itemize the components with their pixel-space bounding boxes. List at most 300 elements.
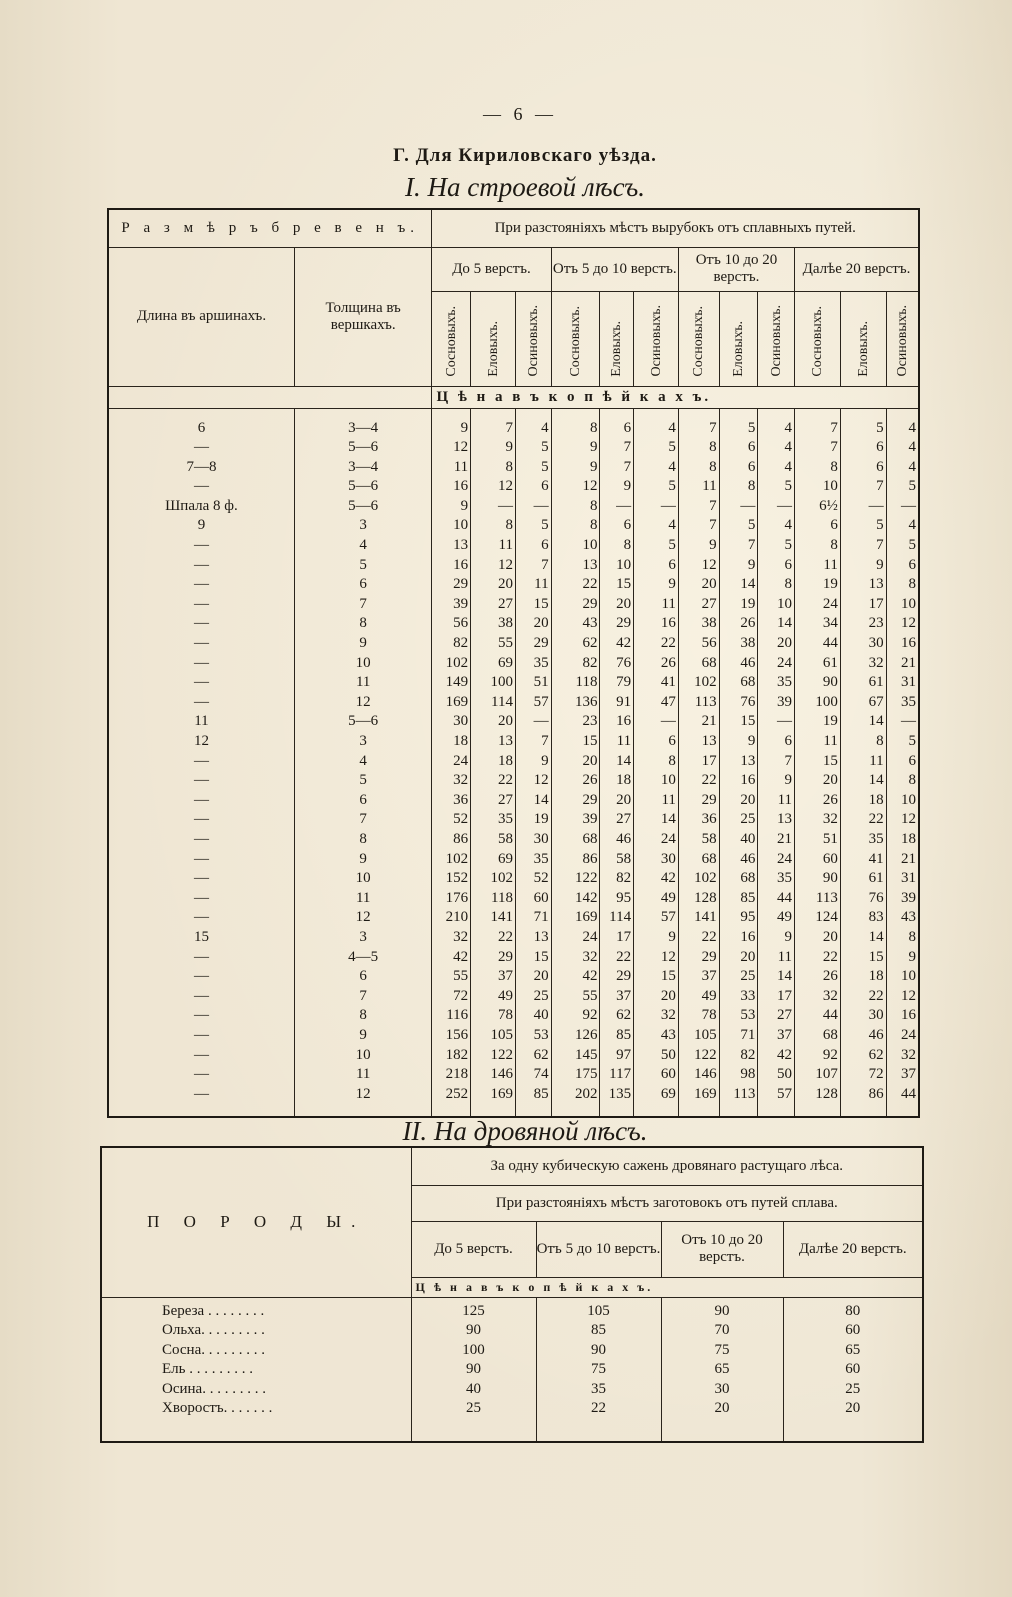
price-cell: 68: [701, 654, 717, 671]
thickness-cell: 3: [359, 928, 367, 945]
price-cell: 16: [453, 478, 469, 495]
price-cell: 36: [453, 791, 469, 808]
thickness-cell: 10: [355, 1046, 371, 1063]
price-cell: 30: [714, 1380, 730, 1397]
price-cell: 8: [709, 439, 717, 456]
group-header: Отъ 5 до 10 верстъ.: [536, 1221, 661, 1277]
price-cell: 61: [868, 870, 884, 887]
price-cell: 169: [490, 1085, 513, 1102]
price-cell: 7: [830, 439, 838, 456]
price-cell: 22: [591, 1400, 606, 1416]
length-cell: —: [193, 674, 209, 691]
price-cell: 53: [740, 1007, 756, 1024]
price-cell: 9: [589, 439, 598, 456]
price-cell: 169: [574, 909, 598, 926]
species-header: [471, 291, 516, 386]
price-cell: 62: [533, 1046, 549, 1063]
price-cell: 102: [694, 674, 717, 691]
price-cell: 11: [661, 595, 676, 612]
price-cell: 102: [445, 850, 469, 867]
species-column-header: П О Р О Д Ы.: [101, 1147, 411, 1297]
price-cell: 9: [784, 928, 793, 945]
price-cell: 12: [901, 811, 916, 828]
price-cell: 30: [660, 850, 676, 867]
price-cell: 29: [582, 595, 598, 612]
price-cell: 17: [616, 928, 632, 945]
price-unit-header: Ц ѣ н а в ъ к о п ѣ й к а х ъ.: [411, 1277, 923, 1297]
price-cell: 90: [714, 1302, 730, 1319]
price-cell: 9: [668, 928, 676, 945]
price-cell: 29: [616, 615, 632, 632]
price-column: [795, 408, 841, 1117]
length-cell: —: [193, 948, 209, 965]
price-cell: 6: [876, 458, 884, 475]
distance-header: При разстояніяхъ мѣстъ вырубокъ отъ сплавныхъ путей.: [432, 209, 919, 247]
species-name-cell: Ель . . . . . . . . .: [162, 1361, 253, 1377]
price-cell: 117: [609, 1066, 632, 1083]
price-cell: 37: [777, 1026, 793, 1043]
species-label: Сосновыхъ.: [691, 305, 707, 377]
length-cell: —: [193, 654, 209, 671]
price-cell: 92: [822, 1046, 838, 1063]
price-cell: 79: [616, 674, 632, 691]
price-cell: 60: [533, 889, 549, 906]
price-cell: 46: [740, 850, 756, 867]
price-cell: 20: [660, 987, 676, 1004]
price-cell: 51: [822, 830, 838, 847]
price-cell: 8: [830, 537, 838, 554]
price-cell: 32: [453, 928, 469, 945]
price-cell: 176: [445, 889, 469, 906]
price-cell: 4: [784, 458, 793, 475]
price-cell: 39: [453, 595, 469, 612]
price-column: [536, 1297, 661, 1442]
price-cell: 8: [908, 772, 916, 789]
price-cell: 146: [490, 1066, 513, 1083]
price-cell: 7: [784, 752, 793, 769]
price-cell: 23: [582, 713, 598, 730]
distance-header: При разстояніяхъ мѣстъ заготовокъ отъ путей сплава.: [411, 1185, 923, 1221]
price-cell: 26: [822, 791, 838, 808]
price-cell: 86: [453, 830, 469, 847]
price-cell: 21: [901, 850, 916, 867]
thickness-cell: 4: [359, 752, 367, 769]
thickness-cell: 8: [359, 1007, 367, 1024]
price-cell: 20: [533, 968, 549, 985]
price-cell: 90: [822, 870, 838, 887]
price-cell: 50: [660, 1046, 676, 1063]
price-cell: 122: [694, 1046, 717, 1063]
price-cell: 6: [668, 733, 676, 749]
price-cell: 41: [868, 850, 884, 867]
price-cell: 7: [623, 458, 632, 475]
thickness-cell: 5: [359, 772, 367, 789]
price-cell: 33: [740, 987, 756, 1004]
price-cell: 17: [868, 595, 884, 612]
price-cell: 14: [740, 576, 756, 593]
price-cell: 78: [701, 1007, 717, 1024]
price-cell: 9: [460, 419, 469, 436]
price-cell: 97: [616, 1046, 632, 1063]
price-cell: 114: [491, 693, 513, 710]
price-cell: 38: [740, 635, 756, 652]
species-header: [758, 291, 795, 386]
price-cell: 32: [822, 811, 838, 828]
length-cell: —: [193, 1066, 209, 1083]
price-cell: 9: [747, 556, 756, 573]
length-cell: 11: [194, 713, 209, 730]
price-cell: 23: [868, 615, 884, 632]
price-cell: 22: [822, 948, 838, 965]
firewood-price-table: [100, 1146, 924, 1443]
price-cell: 20: [616, 595, 632, 612]
price-cell: 19: [533, 811, 549, 828]
price-cell: 8: [589, 497, 598, 514]
price-cell: 12: [497, 478, 513, 495]
price-cell: 6: [623, 517, 632, 534]
price-cell: —: [616, 497, 632, 514]
price-cell: 8: [830, 458, 838, 475]
price-cell: 95: [616, 889, 632, 906]
price-cell: 42: [777, 1046, 793, 1063]
price-cell: 32: [582, 948, 598, 965]
price-cell: 36: [701, 811, 717, 828]
price-cell: 75: [591, 1361, 606, 1377]
timber-price-table: [107, 208, 920, 1118]
price-cell: 5: [747, 517, 756, 534]
price-cell: 27: [497, 595, 513, 612]
group-header: Отъ 5 до 10 верстъ.: [551, 247, 678, 291]
price-column: [432, 408, 471, 1117]
length-cell: —: [193, 595, 209, 612]
length-cell: —: [193, 693, 209, 710]
price-cell: 5: [908, 733, 916, 749]
thickness-cell: 12: [355, 1085, 371, 1102]
price-cell: 83: [868, 909, 884, 926]
price-cell: 10: [453, 517, 469, 534]
price-cell: 78: [497, 1007, 513, 1024]
price-column: [678, 408, 719, 1117]
price-cell: 4: [668, 458, 676, 475]
length-cell: —: [193, 537, 209, 554]
price-cell: 105: [587, 1302, 610, 1319]
price-cell: 16: [901, 635, 916, 652]
price-cell: 14: [660, 811, 676, 828]
price-cell: 14: [616, 752, 632, 769]
price-cell: 25: [533, 987, 549, 1004]
price-cell: 122: [490, 1046, 513, 1063]
price-cell: 156: [445, 1026, 469, 1043]
price-cell: 31: [901, 870, 916, 887]
price-cell: 6: [830, 517, 838, 534]
price-cell: 218: [445, 1066, 469, 1083]
thickness-cell: 11: [355, 674, 371, 691]
price-cell: 149: [445, 674, 469, 691]
price-cell: 40: [740, 830, 756, 847]
length-cell: 9: [197, 517, 206, 534]
price-cell: 61: [868, 674, 884, 691]
price-cell: 135: [608, 1085, 632, 1102]
price-cell: 15: [533, 595, 549, 612]
species-header: [719, 291, 758, 386]
price-cell: —: [533, 713, 549, 730]
price-cell: 9: [709, 537, 717, 554]
price-cell: 8: [589, 517, 598, 534]
price-cell: 9: [784, 772, 793, 789]
price-cell: 116: [446, 1007, 469, 1024]
price-cell: 60: [660, 1066, 676, 1083]
page-number: — 6 —: [483, 104, 557, 124]
price-cell: 4: [784, 517, 793, 534]
group-header: До 5 верстъ.: [432, 247, 551, 291]
price-cell: 7: [623, 439, 632, 456]
price-cell: 24: [777, 850, 793, 867]
price-cell: 30: [453, 713, 469, 730]
price-cell: 68: [740, 674, 756, 691]
length-column: [108, 408, 294, 1117]
price-cell: 12: [453, 439, 469, 456]
price-cell: 32: [901, 1046, 916, 1063]
species-header: [551, 291, 600, 386]
length-cell: —: [193, 615, 209, 632]
price-cell: 35: [868, 830, 884, 847]
price-cell: 202: [574, 1085, 598, 1102]
price-cell: 26: [822, 968, 838, 985]
price-cell: 39: [777, 693, 793, 710]
price-cell: 22: [868, 987, 884, 1004]
price-cell: 182: [445, 1046, 469, 1063]
price-cell: 55: [497, 635, 513, 652]
thickness-cell: 7: [359, 987, 367, 1004]
price-cell: 82: [616, 870, 632, 887]
price-cell: 18: [453, 733, 469, 749]
length-cell: —: [193, 556, 209, 573]
thickness-cell: 5—6: [348, 478, 379, 495]
price-cell: 4: [908, 419, 916, 436]
price-cell: 35: [901, 693, 916, 710]
thickness-cell: 6: [359, 791, 367, 808]
price-cell: 13: [740, 752, 756, 769]
price-cell: 47: [660, 693, 676, 710]
price-cell: 5: [747, 419, 756, 436]
price-cell: 114: [609, 909, 632, 926]
price-cell: 39: [901, 889, 916, 906]
price-cell: 51: [533, 674, 549, 691]
price-cell: 40: [533, 1007, 549, 1024]
price-cell: 10: [777, 595, 793, 612]
group-header: Отъ 10 до 20 верстъ.: [661, 1221, 783, 1277]
price-cell: 49: [660, 889, 676, 906]
price-cell: 25: [740, 968, 756, 985]
length-column-header: Длина въ аршинахъ.: [108, 247, 294, 386]
thickness-cell: 6: [359, 968, 367, 985]
price-cell: 22: [701, 928, 717, 945]
price-cell: 35: [533, 654, 549, 671]
price-cell: 60: [822, 850, 838, 867]
price-cell: 42: [453, 948, 469, 965]
price-cell: 98: [740, 1066, 756, 1083]
length-cell: —: [193, 635, 209, 652]
length-cell: —: [193, 752, 209, 769]
price-cell: 8: [623, 537, 632, 554]
price-cell: 56: [453, 615, 469, 632]
price-cell: 14: [533, 791, 549, 808]
price-cell: 85: [591, 1322, 606, 1338]
price-cell: 29: [701, 948, 717, 965]
price-column: [600, 408, 634, 1117]
blank-header-cell: [108, 386, 432, 408]
price-cell: 35: [591, 1380, 606, 1397]
price-cell: 76: [616, 654, 632, 671]
price-cell: 55: [582, 987, 598, 1004]
price-cell: 175: [574, 1066, 598, 1083]
price-cell: 25: [466, 1400, 481, 1416]
price-cell: 24: [660, 830, 676, 847]
price-cell: 32: [660, 1007, 676, 1024]
price-cell: 35: [497, 811, 513, 828]
price-cell: 18: [901, 830, 916, 847]
price-cell: 25: [740, 811, 756, 828]
thickness-cell: 7: [359, 595, 367, 612]
price-cell: 15: [616, 576, 632, 593]
price-cell: 16: [740, 928, 756, 945]
thickness-cell: 12: [355, 693, 371, 710]
price-cell: 17: [701, 752, 717, 769]
price-cell: 24: [901, 1026, 916, 1043]
species-label: Еловыхъ.: [730, 320, 746, 377]
price-cell: 18: [868, 791, 884, 808]
price-cell: —: [901, 713, 916, 730]
price-cell: 68: [701, 850, 717, 867]
price-cell: 57: [533, 693, 549, 710]
price-cell: 6: [747, 458, 756, 475]
price-cell: 20: [822, 772, 838, 789]
price-cell: 10: [582, 537, 598, 554]
length-cell: —: [193, 968, 209, 985]
price-cell: 6½: [819, 497, 838, 514]
price-cell: 11: [823, 733, 838, 749]
thickness-cell: 3: [359, 733, 367, 749]
price-cell: 37: [901, 1066, 916, 1083]
price-cell: 13: [497, 733, 513, 749]
price-cell: 24: [822, 595, 838, 612]
price-cell: 8: [668, 752, 676, 769]
price-cell: 32: [868, 654, 884, 671]
price-cell: 60: [845, 1322, 861, 1338]
price-cell: 57: [660, 909, 676, 926]
price-cell: 11: [777, 948, 793, 965]
price-cell: 5: [541, 458, 549, 475]
price-cell: 126: [574, 1026, 598, 1043]
price-cell: 9: [623, 478, 632, 495]
price-cell: 43: [660, 1026, 676, 1043]
price-cell: 29: [616, 968, 632, 985]
price-cell: 90: [466, 1361, 481, 1377]
price-cell: 5: [784, 537, 793, 554]
price-cell: 7: [747, 537, 756, 554]
thickness-cell: 5—6: [348, 497, 379, 514]
price-cell: 14: [868, 928, 884, 945]
price-cell: 27: [701, 595, 717, 612]
price-cell: 20: [533, 615, 549, 632]
species-label: Сосновыхъ.: [809, 305, 825, 377]
price-cell: 49: [701, 987, 717, 1004]
price-cell: 76: [740, 693, 756, 710]
size-header: Р а з м ѣ р ъ б р е в е н ъ.: [108, 209, 432, 247]
price-cell: 52: [453, 811, 469, 828]
price-cell: 32: [822, 987, 838, 1004]
price-cell: 8: [784, 576, 793, 593]
species-name-cell: Хворостъ. . . . . . .: [162, 1400, 273, 1416]
price-cell: 13: [533, 928, 549, 945]
price-cell: 90: [466, 1322, 481, 1338]
price-cell: 24: [453, 752, 469, 769]
price-cell: 5: [784, 478, 793, 495]
section-title-firewood: II. На дровяной лѣсъ.: [402, 1116, 648, 1146]
species-label: Осиновыхъ.: [648, 304, 664, 377]
price-cell: 12: [701, 556, 717, 573]
length-cell: 15: [193, 928, 209, 945]
group-header: До 5 верстъ.: [411, 1221, 536, 1277]
price-cell: 11: [702, 478, 717, 495]
price-cell: 7: [830, 419, 838, 436]
price-cell: 7: [709, 517, 717, 534]
price-cell: 68: [582, 830, 598, 847]
price-cell: 13: [868, 576, 884, 593]
price-cell: 38: [701, 615, 717, 632]
price-cell: 13: [453, 537, 469, 554]
price-cell: —: [777, 497, 793, 514]
price-column: [840, 408, 886, 1117]
price-cell: 6: [747, 439, 756, 456]
species-label: Еловыхъ.: [609, 320, 625, 377]
price-cell: 29: [582, 791, 598, 808]
price-cell: 6: [784, 733, 793, 749]
price-cell: 21: [777, 830, 793, 847]
price-cell: 58: [497, 830, 513, 847]
price-cell: 80: [845, 1302, 861, 1319]
species-header: [634, 291, 679, 386]
price-cell: 102: [445, 654, 469, 671]
price-cell: 5: [876, 419, 884, 436]
price-cell: 17: [777, 987, 793, 1004]
group-header: Далѣе 20 верстъ.: [795, 247, 919, 291]
price-cell: 29: [453, 576, 469, 593]
price-cell: 13: [701, 733, 717, 749]
thickness-cell: 3—4: [348, 419, 379, 436]
price-cell: 6: [784, 556, 793, 573]
price-cell: —: [868, 497, 884, 514]
price-cell: 15: [868, 948, 884, 965]
price-cell: 44: [822, 635, 838, 652]
length-cell: —: [193, 909, 209, 926]
price-column: [551, 408, 600, 1117]
price-cell: —: [777, 713, 793, 730]
length-cell: —: [193, 830, 209, 847]
price-cell: 24: [582, 928, 598, 945]
price-cell: 125: [462, 1302, 485, 1319]
price-cell: 86: [582, 850, 598, 867]
price-cell: 19: [822, 576, 838, 593]
price-cell: 15: [660, 968, 676, 985]
section-title-timber: I. На строевой лѣсъ.: [405, 172, 645, 202]
price-cell: 9: [876, 556, 884, 573]
price-cell: 100: [815, 693, 838, 710]
price-cell: 11: [661, 791, 676, 808]
price-cell: 12: [497, 556, 513, 573]
price-cell: 5: [876, 517, 884, 534]
cube-header: За одну кубическую сажень дровянаго растущаго лѣса.: [411, 1147, 923, 1185]
